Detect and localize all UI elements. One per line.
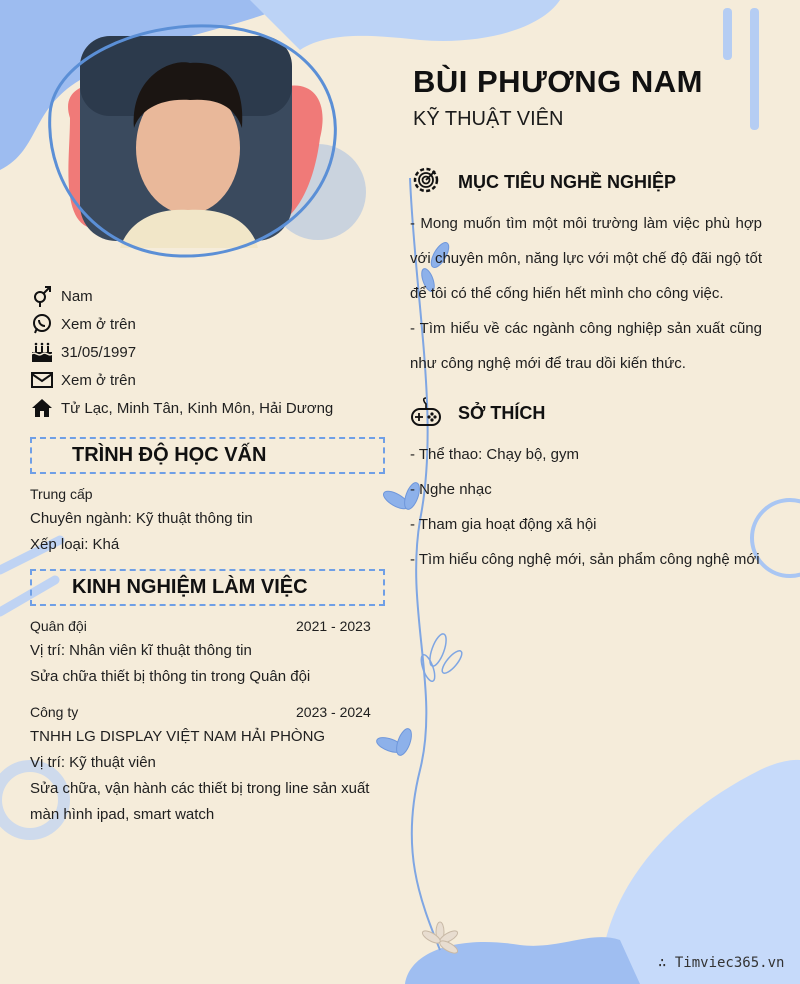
profile-photo bbox=[30, 18, 342, 260]
info-value: Xem ở trên bbox=[61, 371, 136, 389]
job-line: TNHH LG DISPLAY VIỆT NAM HẢI PHÒNG bbox=[30, 728, 326, 745]
objective-heading: MỤC TIÊU NGHỀ NGHIỆP bbox=[458, 172, 677, 192]
hobbies-list bbox=[410, 437, 762, 577]
info-birthday bbox=[30, 338, 136, 366]
candidate-title: KỸ THUẬT VIÊN bbox=[413, 108, 564, 130]
job-period: 2021 - 2023 bbox=[296, 618, 371, 634]
info-value: 31/05/1997 bbox=[61, 343, 137, 361]
info-address bbox=[30, 394, 333, 422]
job-org: Quân đội bbox=[30, 618, 87, 634]
education-heading: TRÌNH ĐỘ HỌC VẤN bbox=[30, 437, 385, 474]
info-email bbox=[30, 366, 136, 394]
vine-outline-leaves bbox=[419, 632, 465, 683]
info-value: Tử Lạc, Minh Tân, Kinh Môn, Hải Dương bbox=[61, 399, 334, 417]
job-org: Công ty bbox=[30, 704, 79, 720]
candidate-name: BÙI PHƯƠNG NAM bbox=[413, 64, 703, 99]
blob-bottom-right bbox=[600, 760, 800, 984]
info-gender bbox=[30, 282, 93, 310]
job-line: Vị trí: Kỹ thuật viên bbox=[30, 754, 156, 771]
info-value: Nam bbox=[61, 287, 93, 305]
education-grade: Xếp loại: Khá bbox=[30, 536, 120, 553]
job-line: Sửa chữa, vận hành các thiết bị trong line sản xuất bbox=[30, 780, 370, 797]
hobby-item: - Tham gia hoạt động xã hội bbox=[410, 516, 597, 533]
education-major: Chuyên ngành: Kỹ thuật thông tin bbox=[30, 510, 253, 527]
hobby-item: - Tìm hiểu công nghệ mới, sản phẩm công nghệ mới bbox=[410, 551, 760, 568]
gender-icon bbox=[30, 285, 54, 307]
objective-paragraph: - Tìm hiểu về các ngành công nghiệp sản xuất cũng như công nghệ mới để trau dồi kiến thức. bbox=[410, 320, 762, 372]
home-icon bbox=[30, 397, 54, 419]
info-phone bbox=[30, 310, 136, 338]
info-value: Xem ở trên bbox=[61, 315, 136, 333]
objective-paragraph: - Mong muốn tìm một môi trường làm việc phù hợp với chuyên môn, năng lực với một chế độ đãi ngộ tốt để tôi có thể cống hiến hết mình cho công việc. bbox=[410, 215, 762, 302]
whatsapp-icon bbox=[30, 313, 54, 335]
deco-bar-1 bbox=[723, 8, 732, 60]
footer-brand[interactable]: ∴ Timviec365.vn bbox=[658, 955, 785, 971]
job-line: Vị trí: Nhân viên kĩ thuật thông tin bbox=[30, 642, 252, 659]
objective-text bbox=[410, 206, 762, 381]
education-level: Trung cấp bbox=[30, 486, 93, 502]
job-line: màn hình ipad, smart watch bbox=[30, 806, 215, 823]
experience-heading: KINH NGHIỆM LÀM VIỆC bbox=[30, 569, 385, 606]
birthday-cake-icon bbox=[30, 341, 54, 363]
job-period: 2023 - 2024 bbox=[296, 704, 371, 720]
gamepad-icon bbox=[410, 396, 442, 433]
envelope-icon bbox=[30, 369, 54, 391]
hobby-item: - Thể thao: Chạy bộ, gym bbox=[410, 446, 579, 463]
job-line: Sửa chữa thiết bị thông tin trong Quân đội bbox=[30, 668, 311, 685]
hobby-item: - Nghe nhạc bbox=[410, 481, 492, 498]
hobbies-heading: SỞ THÍCH bbox=[458, 403, 546, 423]
deco-bar-2 bbox=[750, 8, 759, 130]
target-gear-icon bbox=[411, 165, 441, 200]
